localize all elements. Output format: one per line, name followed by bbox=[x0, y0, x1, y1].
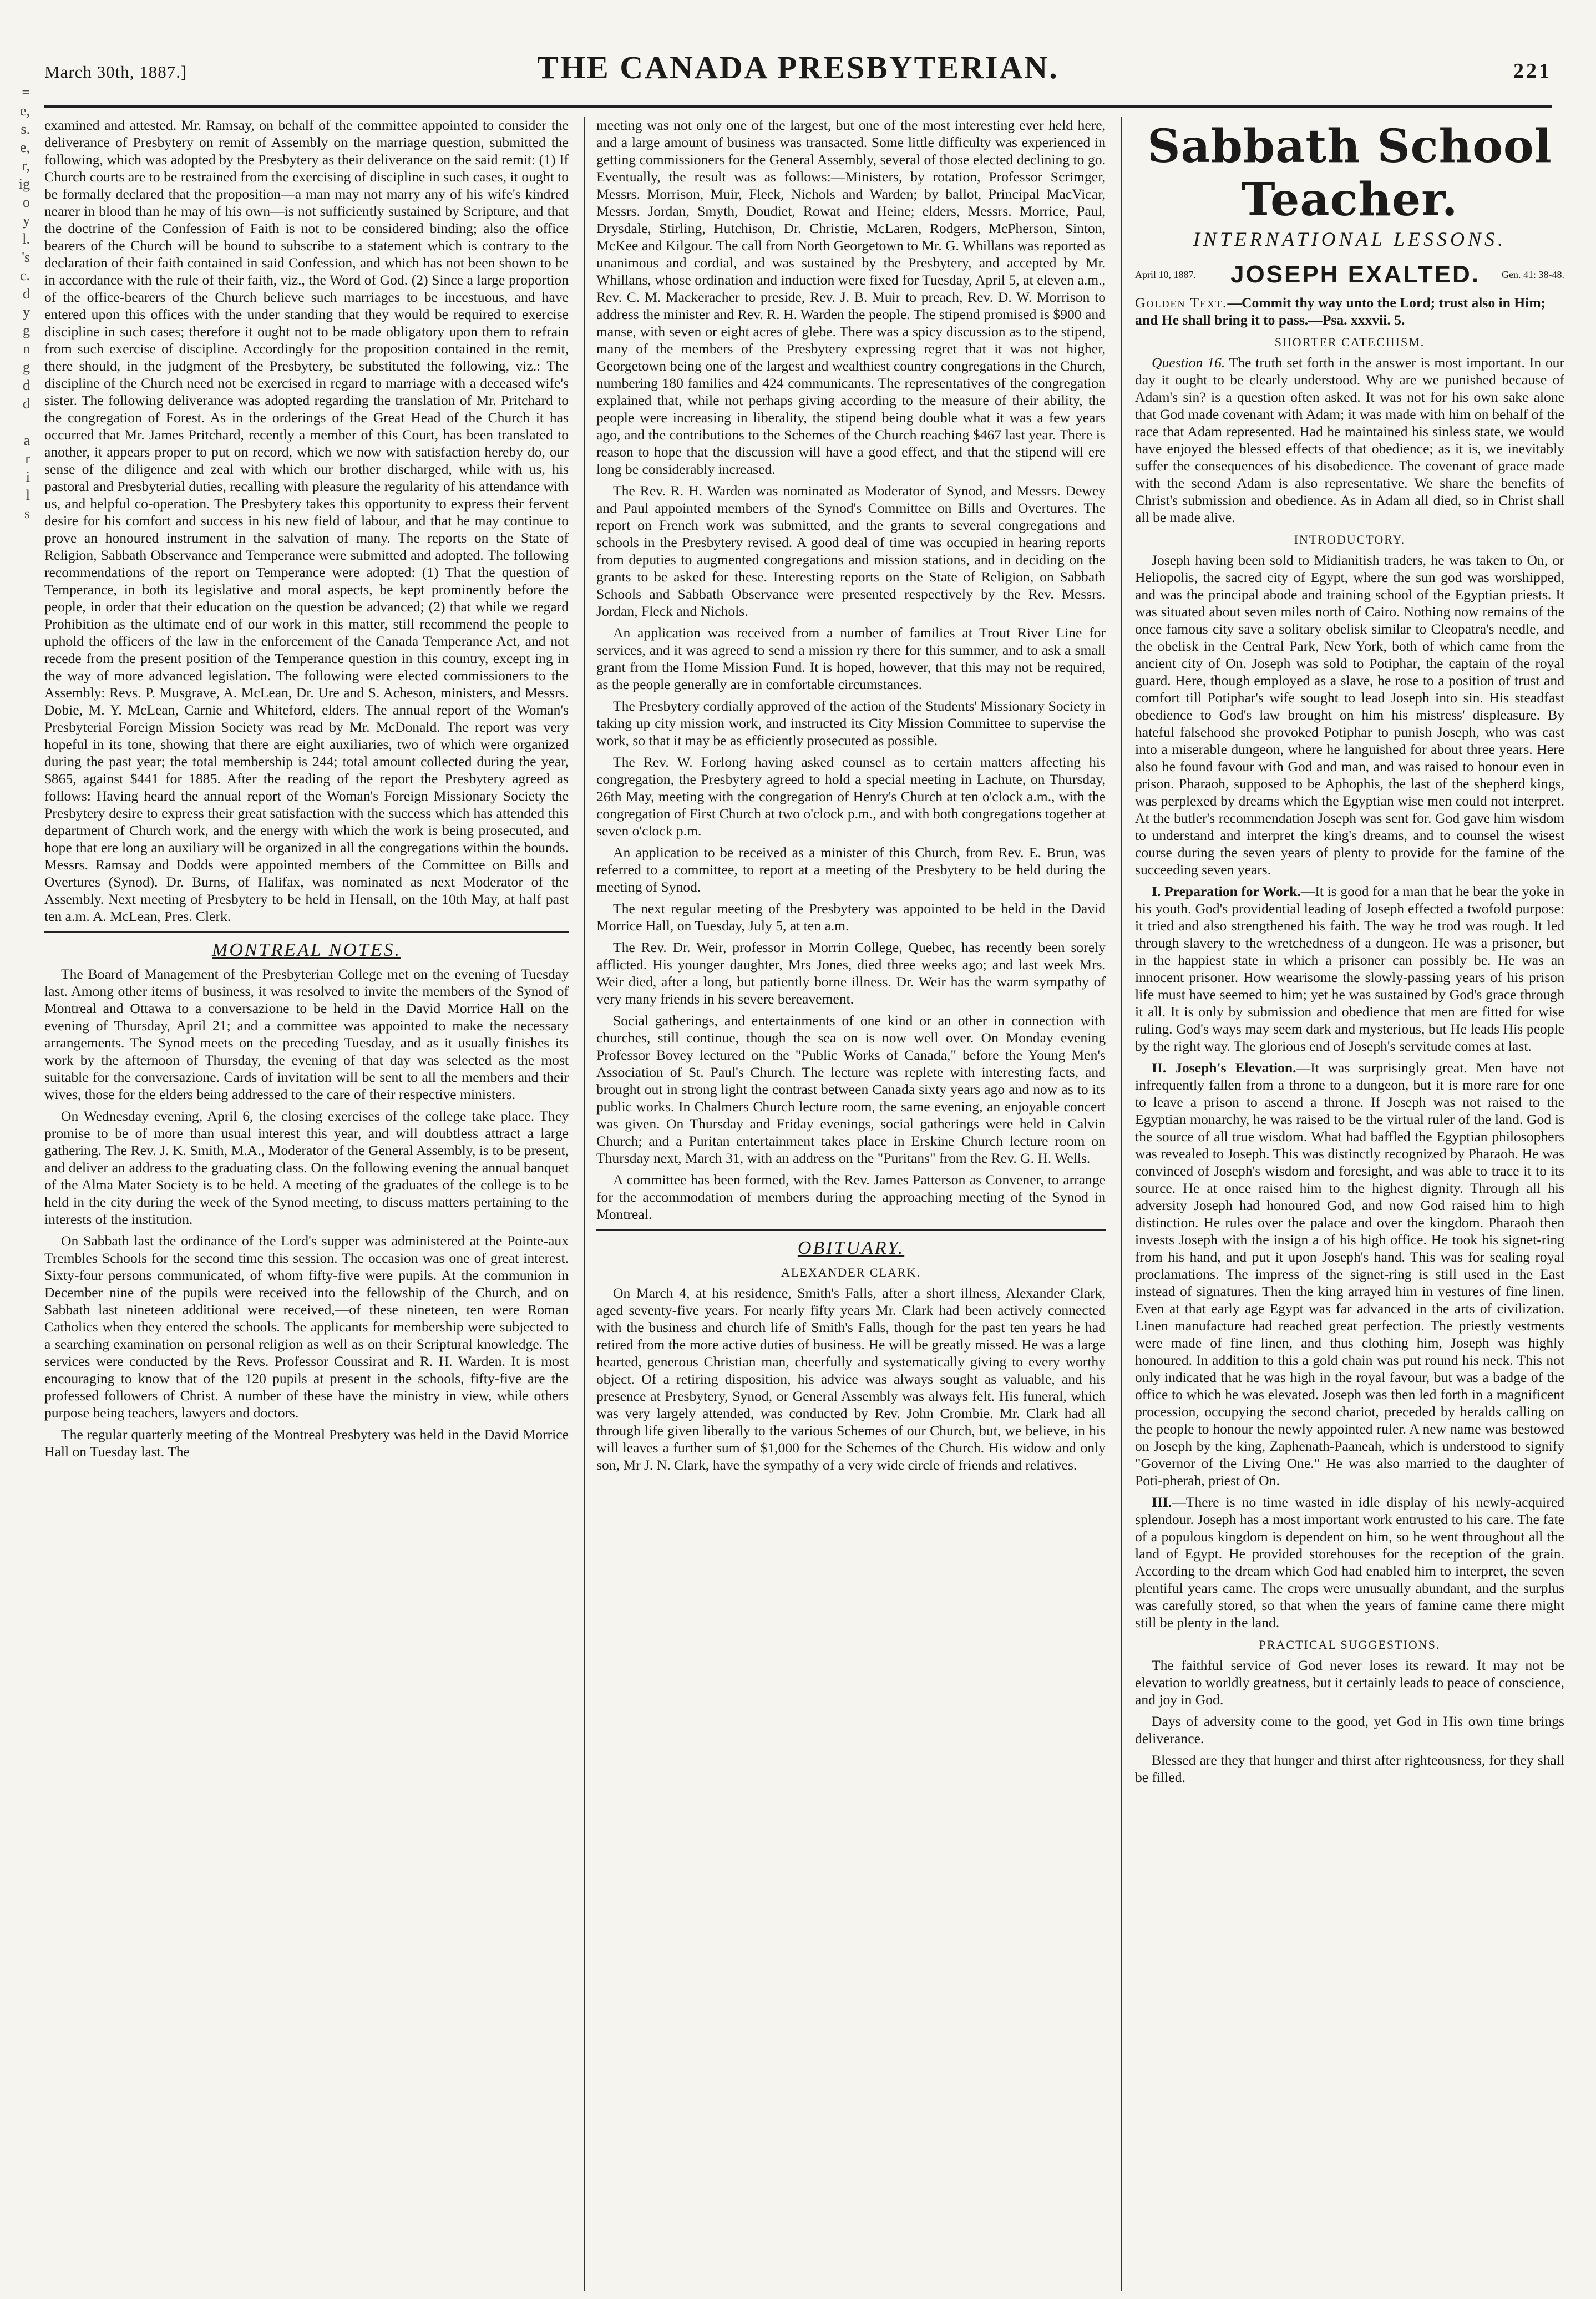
article-paragraph: The Rev. Dr. Weir, professor in Morrin College, Quebec, has recently been sorely afflicted. His younger daughter, Mrs Jones, died three weeks ago; and last week Mrs. Weir died, after a long, but patiently borne illness. Dr. Weir has the warm sympathy of very many friends in his severe bereavement. bbox=[596, 939, 1106, 1007]
golden-text-label: Golden Text. bbox=[1135, 295, 1228, 311]
margin-fragment: i bbox=[26, 469, 30, 485]
lesson-point bbox=[1135, 883, 1564, 1055]
presbytery-report-text: examined and attested. Mr. Ramsay, on behalf of the committee appointed to consider the deliverance of Presbytery on remit of Assembly on the marriage question, submitted the following, which was adopted by the Presbytery as their deliverance on the said remit: (1) If Church courts are to be restrained from the exercising of discipline in such cases, it ought to be formally declared that the proposition—a man may not marry any of his wife's kindred nearer in blood than he may of his own—is not sufficiently sustained by Scripture, and that the doctrine of the Confession of Faith is not to be considered binding; also the office bearers of the Church will be bound to subscribe to a statement which is contrary to the declaration of their faith contained in said Confession, and which has not been shown to be in accordance with the rule of their faith, viz., the Word of God. (2) Since a large proportion of the office-bearers of the Church believe such marriages to be incestuous, and have entered upon this offices with the under standing that they would be required to exercise discipline in such cases; therefore it ought not to be made obligatory upon them to refrain from such exercise of discipline. Accordingly for the proposition contained in the remit, there should, in the judgment of the Presbytery, be substituted the following, viz.: The discipline of the Church need not be exercised in regard to marriage with a deceased wife's sister. The following deliverance was adopted regarding the translation of Mr. Pritchard to the congregation of Forest. As in the orderings of the Great Head of the Church it has occurred that Mr. James Pritchard, recently a member of this Court, has been translated to another, it appears proper to put on record, which we now with satisfaction hereby do, our sense of the diligence and zeal with which our brother discharged, while with us, his pastoral and Presbyterial duties, recalling with pleasure the regularity of his attendance with us, and helpful co-operation. The Presbytery takes this opportunity to express their fervent desire for his comfort and success in his new field of labour, and that he may continue to prove an honoured instrument in the salvation of many. The reports on the State of Religion, Sabbath Observance and Temperance were submitted and adopted. The following recommendations of the report on Temperance were adopted: (1) That the question of Temperance, in both its legislative and moral aspects, be kept prominently before the people, in order that their education on the question be advanced; (2) that while we regard Prohibition as the ultimate end of our work in this matter, still recommend the people to uphold the officers of the law in the enforcement of the Canada Temperance Act, and not recede from the present position of the Temperance question in this country, except ing in the way of more advanced legislation. The following were elected commissioners to the Assembly: Revs. P. Musgrave, A. McLean, Dr. Ure and S. Acheson, ministers, and Messrs. Dobie, M. Y. McLean, Carnie and Whiteford, elders. The annual report of the Woman's Presbyterial Foreign Mission Society was read by Mr. McDonald. The report was very hopeful in its tone, showing that there are eight auxiliaries, two of which were organized during the past year; the total membership is 244; total amount collected during the year, $865, against $441 for 1885. After the reading of the report the Presbytery agreed as follows: Having heard the annual report of the Woman's Foreign Missionary Society the Presbytery desire to express their great satisfaction with the success which has attended this department of Church work, and the energy with which the work is being prosecuted, and hope that ere long an auxiliary will be organized in all the congregations within the bounds. Messrs. Ramsay and Dodds were appointed members of the Committee on Bills and Overtures (Synod). Dr. Burns, of Halifax, was nominated as next Moderator of the Assembly. Next meeting of Presbytery to be held in Hensall, on the 10th May, at half past ten a.m. A. McLean, Pres. Clerk. bbox=[44, 117, 569, 924]
margin-fragment: o bbox=[23, 194, 30, 210]
lesson-title: JOSEPH EXALTED. bbox=[1230, 261, 1481, 288]
point-text: —It was surprisingly great. Men have not infrequently fallen from a throne to a dungeon, but it is more rare for one to leave a prison to ascend a throne. If Joseph was not raised to the Egyptian monarchy, he was raised to be the virtual ruler of the land. God is the source of all true wisdom. What had baffled the Egyptian philosophers was revealed to Joseph. This was distinctly recognized by Pharaoh. He was convinced of Joseph's wisdom and foresight, and was able to trace it to its source. He at once raised him to the highest dignity. Through all his adversity Joseph had honoured God, and now God raised him to high distinction. He rules over the palace and over the kingdom. Pharaoh then invests Joseph with the insign a of his high office. He took his signet-ring from his hand, and put it upon Joseph's hand. This was for sealing royal proclamations. The impress of the signet-ring is still used in the East instead of signatures. Then the king arrayed him in vestures of fine linen. Even at that early age Egypt was far advanced in the arts of civilization. Linen manufacture had reached great perfection. The priestly vestments were made of fine linen, and thus clothing him, Joseph was highly honoured. In addition to this a gold chain was put round his neck. This not only indicated that he was high in the royal favour, but was a badge of the office to which he was elevated. Joseph was then led forth in a magnificent procession, occupying the second chariot, preceded by heralds calling on the people to honour the newly appointed ruler. A new name was bestowed on Joseph by the king, Zaphenath-Paaneah, which is understood to signify "Governor of the Living One." He was also married to the daughter of Poti-pherah, priest of On. bbox=[1135, 1060, 1564, 1488]
margin-fragment bbox=[0, 413, 33, 431]
lesson-point bbox=[1135, 1059, 1564, 1489]
margin-fragment: 's bbox=[22, 249, 30, 265]
article-paragraph: The Presbytery cordially approved of the action of the Students' Missionary Society in taking up city mission work, and instructed its City Mission Committee to supervise the work, so that it may be as efficiently prosecuted as possible. bbox=[596, 698, 1106, 748]
practical-suggestion: Blessed are they that hunger and thirst after righteousness, for they shall be filled. bbox=[1135, 1752, 1564, 1785]
point-text: —It is good for a man that he bear the yoke in his youth. God's providential leading of Joseph effected a twofold purpose: it tried and also strengthened his faith. The way he trod was rough. It led through slavery to the wretchedness of a dungeon. He was a prisoner, but in the happiest state in which a prisoner can possibly be. He was an innocent prisoner. How wearisome the slowly-passing years of his prison life must have seemed to him; yet he was sustained by God's grace through it all. It is only by submission and obedience that men are fitted for wise ruling. God's ways may seem dark and mysterious, but He leads His people by the right way. The glorious end of Joseph's servitude comes at last. bbox=[1135, 883, 1564, 1054]
catechism-paragraph bbox=[1135, 354, 1564, 526]
page-number: 221 bbox=[1513, 59, 1552, 83]
catechism-text: The truth set forth in the answer is most important. In our day it ought to be clearly understood. Why are we punished because of Adam's sin? is a question often asked. It was not for his own sake alone that God made covenant with Adam; it was made with him on behalf of the race that Adam represented. Had he maintained his sinless state, we would have enjoyed the blessed effects of that obedience; as it is, we inevitably suffer the consequences of his disobedience. The covenant of grace made with the second Adam is also representative. We share the benefits of Christ's submission and obedience. As in Adam all died, so in Christ shall all be made alive. bbox=[1135, 355, 1564, 525]
lesson-point bbox=[1135, 1493, 1564, 1631]
lesson-reference: Gen. 41: 38-48. bbox=[1502, 269, 1564, 280]
practical-suggestions-heading: PRACTICAL SUGGESTIONS. bbox=[1259, 1638, 1441, 1652]
section-divider bbox=[596, 1229, 1106, 1231]
margin-fragment: y bbox=[23, 212, 30, 229]
lesson-header bbox=[1135, 261, 1564, 288]
margin-fragment: s bbox=[24, 505, 30, 521]
article-paragraph: An application to be received as a minister of this Church, from Rev. E. Brun, was referred to a committee, to report at a meeting of the Presbytery to be held during the meeting of Synod. bbox=[596, 844, 1106, 895]
obituary-heading: OBITUARY. bbox=[797, 1238, 905, 1258]
article-paragraph: On Wednesday evening, April 6, the closing exercises of the college take place. They promise to be of more than usual interest this year, and will doubtless attract a large gathering. The Rev. J. K. Smith, M.A., Moderator of the General Assembly, is to be present, and deliver an address to the graduating class. On the following evening the annual banquet of the Alma Mater Society is to be held. A meeting of the graduates of the college is to be held in the city during the week of the Synod meeting, to discuss matters pertaining to the interests of the institution. bbox=[44, 1108, 569, 1227]
point-label: II. Joseph's Elevation. bbox=[1152, 1060, 1296, 1076]
margin-fragment: r, bbox=[22, 158, 30, 174]
practical-suggestion: Days of adversity come to the good, yet God in His own time brings deliverance. bbox=[1135, 1713, 1564, 1746]
margin-fragment: e, bbox=[19, 139, 30, 155]
page-header bbox=[44, 22, 1552, 108]
point-text: —There is no time wasted in idle display of his newly-acquired splendour. Joseph has a most important work entrusted to his care. The fate of a populous kingdom is dependent on him, so he went throughout all the land of Egypt. He provided storehouses for the reception of the grain. According to the dream which God had enabled him to interpret, the seven plentiful years came. The crops were unusually abundant, and the surplus was carefully stored, so that when the years of famine came there might still be plenty in the land. bbox=[1135, 1494, 1564, 1630]
catechism-heading: SHORTER CATECHISM. bbox=[1274, 335, 1425, 349]
article-paragraph: A committee has been formed, with the Rev. James Patterson as Convener, to arrange for the accommodation of members during the approaching meeting of the Synod in Montreal. bbox=[596, 1172, 1106, 1222]
point-label: III. bbox=[1152, 1494, 1172, 1510]
margin-fragment: l bbox=[26, 487, 30, 503]
montreal-notes-heading: MONTREAL NOTES. bbox=[212, 940, 401, 960]
lesson-date: April 10, 1887. bbox=[1135, 269, 1196, 280]
column-two bbox=[584, 117, 1106, 2291]
article-paragraph: The Rev. W. Forlong having asked counsel as to certain matters affecting his congregation, the Presbytery agreed to hold a special meeting in Lachute, on Thursday, 26th May, meeting with the congregation of Henry's Church at ten o'clock a.m., with the congregation of First Church at two o'clock p.m., and with both congregations together at seven o'clock p.m. bbox=[596, 754, 1106, 839]
margin-fragment: l. bbox=[22, 231, 30, 247]
introductory-heading: INTRODUCTORY. bbox=[1294, 533, 1406, 546]
golden-text bbox=[1135, 294, 1564, 328]
column-one bbox=[44, 117, 569, 2291]
international-lessons-subtitle: INTERNATIONAL LESSONS. bbox=[1193, 228, 1507, 250]
margin-fragment: n bbox=[23, 341, 30, 357]
column-three bbox=[1121, 117, 1564, 2291]
article-paragraph: Social gatherings, and entertainments of one kind or an other in connection with churches, still continue, though the sea on is now well over. On Monday evening Professor Bovey lectured on the "Public Works of Canada," before the Young Men's Association of St. Paul's Church. The lecture was replete with interesting facts, and brought out in strong light the contrast between Canada sixty years ago and now as to its public works. In Chalmers Church lecture room, the same evening, an enjoyable concert was given. On Thursday and Friday evenings, social gatherings were held in Calvin Church; and a Puritan entertainment takes place in Erskine Church lecture room on Thursday next, March 31, with an address on the "Puritans" from the Rev. G. H. Wells. bbox=[596, 1012, 1106, 1166]
margin-fragment: r bbox=[25, 450, 30, 467]
article-paragraph: The regular quarterly meeting of the Montreal Presbytery was held in the David Morrice Hall on Tuesday last. The bbox=[44, 1426, 569, 1460]
margin-fragment: = bbox=[22, 84, 30, 100]
article-paragraph: The next regular meeting of the Presbytery was appointed to be held in the David Morrice Hall, on Tuesday, July 5, at ten a.m. bbox=[596, 900, 1106, 934]
practical-suggestion: The faithful service of God never loses its reward. It may not be elevation to worldly greatness, but it certainly leads to peace of conscience, and joy in God. bbox=[1135, 1657, 1564, 1708]
margin-fragment: e, bbox=[19, 103, 30, 119]
golden-text-body: —Commit thy way unto the Lord; trust also in Him; and He shall bring it to pass.—Psa. xxxvii. 5. bbox=[1135, 295, 1546, 328]
article-paragraph: The Rev. R. H. Warden was nominated as Moderator of Synod, and Messrs. Dewey and Paul appointed members of the Synod's Committee on Bills and Overtures. The report on French work was submitted, and the grants to several congregations and schools in the Presbytery revised. A good deal of time was occupied in hearing reports from deputies to augmented congregations and mission stations, and in deciding on the grants to be asked for these. Interesting reports on the State of Religion, on Sabbath Schools and Sabbath Observance were presented respectively by the Rev. Messrs. Jordan, Fleck and Nichols. bbox=[596, 483, 1106, 619]
section-divider bbox=[44, 931, 569, 933]
margin-fragment: d bbox=[23, 286, 30, 302]
obituary-paragraph: On March 4, at his residence, Smith's Falls, after a short illness, Alexander Clark, aged seventy-five years. For nearly fifty years Mr. Clark had been actively connected with the business and church life of Smith's Falls, though for the past ten years he had retired from the more active duties of business. He will be greatly missed. He was a large hearted, generous Christian man, cheerfully and systematically giving to every worthy object. Of a retiring disposition, his advice was always sought as valuable, and his presence at Presbytery, Synod, or General Assembly was always felt. His funeral, which was very largely attended, was conducted by Rev. John Crombie. Mr. Clark had all through life given liberally to the various Schemes of our Church, but, we believe, in his will leaves a further sum of $1,000 for the Schemes of the Church. His widow and only son, Mr J. N. Clark, have the sympathy of a very wide circle of friends and relatives. bbox=[596, 1285, 1106, 1473]
margin-fragment: d bbox=[23, 396, 30, 412]
margin-fragment: g bbox=[23, 359, 30, 375]
margin-fragment: a bbox=[23, 432, 30, 448]
point-label: I. Preparation for Work. bbox=[1152, 883, 1301, 899]
article-paragraph: An application was received from a number of families at Trout River Line for services, and it was agreed to send a mission ry there for this summer, and to ask a small grant from the Home Mission Fund. It is hoped, however, that this may not be required, as the people generally are in comfortable circumstances. bbox=[596, 625, 1106, 692]
article-paragraph: meeting was not only one of the largest, but one of the most interesting ever held here, and a large amount of business was transacted. Some little difficulty was experienced in getting commissioners for the General Assembly, several of those elected declining to go. Eventually, the result was as follows:—Ministers, by rotation, Professor Scrimger, Messrs. Morrison, Muir, Fleck, Nichols and Warden; by ballot, Principal MacVicar, Messrs. Jordan, Smyth, Doudiet, Rowat and Heine; elders, Messrs. Morrice, Paul, Drysdale, Stirling, Hutchison, Dr. Christie, McLaren, Rodgers, McPherson, Sinton, McKee and Kilgour. The call from North Georgetown to Mr. G. Whillans was reported as unanimous and cordial, and was sustained by the Presbytery, and accepted by Mr. Whillans, whose ordination and induction were fixed for Tuesday, April 5, at eleven a.m., Rev. C. M. Mackeracher to preside, Rev. J. B. Muir to preach, Rev. D. W. Morrison to address the minister and Rev. R. H. Warden the people. The stipend promised is $900 and manse, with seven or eight acres of glebe. There was a spicy discussion as to the stipend, many of the members of the Presbytery expressing regret that it was not higher, Georgetown being one of the largest and wealthiest country congregations in the Church, numbering 180 families and 424 communicants. The representatives of the congregation explained that, while not perhaps giving according to the measure of their ability, the people were increasing in liberality, the stipend being double what it was a few years ago, and the contributions to the Schemes of the Church reaching $467 last year. There is reason to hope that the discussion will have a good effect, and that the stipend will ere long be considerably increased. bbox=[596, 117, 1106, 477]
sabbath-school-teacher-title: Sabbath School Teacher. bbox=[1147, 120, 1552, 226]
obituary-name: ALEXANDER CLARK. bbox=[781, 1265, 921, 1279]
catechism-question: Question 16. bbox=[1152, 355, 1225, 371]
introductory-paragraph: Joseph having been sold to Midianitish traders, he was taken to On, or Heliopolis, the sacred city of Egypt, where the sun god was worshipped, and was the principal abode and training school of the Egyptian priests. It was situated about seven miles north of Cairo. Nothing now remains of the once famous city save a solitary obelisk similar to Cleopatra's needle, and the obelisk in the Central Park, New York, both of which came from the ancient city of On. Joseph was sold to Potiphar, the captain of the royal guard. Here, though employed as a slave, he rose to a position of trust and comfort till Potiphar's wife sought to lead Joseph into sin. His steadfast obedience to God's law brought on him his mistress' displeasure. By hateful falsehood she provoked Potiphar to punish Joseph, who was cast into a miserable dungeon, where he languished for about three years. Here also he found favour with God and man, and was raised to honour even in prison. Pharaoh, supposed to be Aphophis, the last of the shepherd kings, was perplexed by dreams which the Egyptian wise men could not interpret. At the butler's recommendation Joseph was sent for. God gave him wisdom to understand and interpret the king's dreams, and to counsel the wisest course during the seven years of plenty to provide for the famine of the succeeding seven years. bbox=[1135, 552, 1564, 878]
left-margin-fragments bbox=[0, 83, 33, 523]
margin-fragment: y bbox=[23, 304, 30, 320]
margin-fragment: c. bbox=[19, 267, 30, 283]
margin-fragment: s. bbox=[21, 121, 30, 137]
margin-fragment: g bbox=[23, 322, 30, 338]
article-paragraph: On Sabbath last the ordinance of the Lord's supper was administered at the Pointe-aux Trembles Schools for the second time this session. The occasion was one of great interest. Sixty-four persons communicated, of whom fifty-five were pupils. At the communion in December nine of the pupils were received into the fellowship of the Church, and on Sabbath last nineteen additional were received,—of these nineteen, ten were Roman Catholics when they entered the schools. The applicants for membership were subjected to a searching examination on personal religion as well as on their Scriptural knowledge. The services were conducted by the Revs. Professor Coussirat and R. H. Warden. It is most encouraging to know that of the 120 pupils at present in the schools, fifty-five are the professed followers of Christ. A number of these have the ministry in view, while others purpose being teachers, lawyers and doctors. bbox=[44, 1233, 569, 1421]
margin-fragment: ig bbox=[18, 176, 30, 192]
newspaper-title: THE CANADA PRESBYTERIAN. bbox=[537, 49, 1059, 85]
margin-fragment: d bbox=[23, 377, 30, 393]
issue-date: March 30th, 1887.] bbox=[44, 62, 188, 82]
article-paragraph: The Board of Management of the Presbyterian College met on the evening of Tuesday last. Among other items of business, it was resolved to invite the members of the Synod of Montreal and Ottawa to a conversazione to be held in the David Morrice Hall on the evening of Thursday, April 21; and a committee was appointed to make the necessary arrangements. The Synod meets on the preceding Tuesday, and as it usually finishes its work by the afternoon of Thursday, the evening of that day was selected as the most suitable for the conversazione. Cards of invitation will be sent to all the members and their wives, those for the elders being addressed to the care of their respective ministers. bbox=[44, 966, 569, 1102]
